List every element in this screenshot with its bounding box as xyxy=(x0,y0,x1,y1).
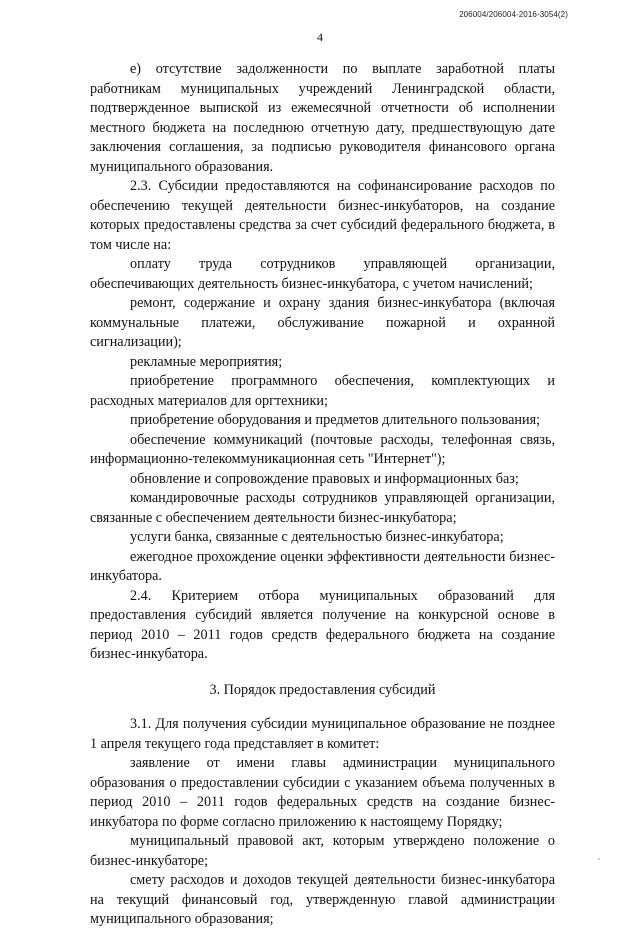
paragraph-e-no-wage-debt: е) отсутствие задолженности по выплате заработной платы работникам муниципальных учреждений Ленинградской области, подтвержденное выпиской из ежемесячной отчетности об исполнении местного бюджета на последнюю отчетную дату, предшествующую дате заключения соглашения, за подписью руководителя финансового органа муниципального образования. xyxy=(90,61,555,175)
list-item: приобретение оборудования и предметов длительного пользования; xyxy=(130,412,541,428)
scan-speck xyxy=(598,858,600,860)
list-item: ремонт, содержание и охрану здания бизнес-инкубатора (включая коммунальные платежи, обслуживание пожарной и охранной сигнализации); xyxy=(90,295,555,350)
paragraph-3-1: 3.1. Для получения субсидии муниципальное образование не позднее 1 апреля текущего года представляет в комитет: xyxy=(90,716,555,752)
list-item: обеспечение коммуникаций (почтовые расходы, телефонная связь, информационно-телекоммуникационная сеть "Интернет"); xyxy=(90,431,555,467)
list-item: командировочные расходы сотрудников управляющей организации, связанные с обеспечением деятельности бизнес-инкубатора; xyxy=(90,490,555,526)
document-body xyxy=(90,60,555,930)
list-item: заявление от имени главы администрации муниципального образования о предоставлении субсидии с указанием объема полученных в период 2010 – 2011 годов федеральных средств на создание бизнес-инкубатора по форме согласно приложению к настоящему Порядку; xyxy=(90,755,555,830)
list-item: услуги банка, связанные с деятельностью бизнес-инкубатора; xyxy=(130,529,504,545)
list-item: обновление и сопровождение правовых и информационных баз; xyxy=(130,470,519,487)
page-number: 4 xyxy=(317,30,323,44)
document-id: 206004/206004-2016-3054(2) xyxy=(459,10,568,19)
list-item: приобретение программного обеспечения, комплектующих и расходных материалов для оргтехники; xyxy=(90,373,555,409)
list-item: ежегодное прохождение оценки эффективности деятельности бизнес-инкубатора. xyxy=(90,548,555,584)
paragraph-2-3: 2.3. Субсидии предоставляются на софинансирование расходов по обеспечению текущей деятельности бизнес-инкубаторов, на создание которых предоставлены средства за счет субсидий федерального бюджета, в том числе на: xyxy=(90,178,555,253)
list-item: оплату труда сотрудников управляющей организации, обеспечивающих деятельность бизнес-инкубатора, с учетом начислений; xyxy=(90,256,555,292)
list-item: муниципальный правовой акт, которым утверждено положение о бизнес-инкубаторе; xyxy=(90,833,555,869)
paragraph-2-4: 2.4. Критерием отбора муниципальных образований для предоставления субсидий является получение на конкурсной основе в период 2010 – 2011 годов средств федерального бюджета на создание бизнес-инкубатора. xyxy=(90,587,555,662)
list-item: рекламные мероприятия; xyxy=(130,353,283,370)
section-heading: 3. Порядок предоставления субсидий xyxy=(209,681,436,698)
list-item: смету расходов и доходов текущей деятельности бизнес-инкубатора на текущий финансовый год, утвержденную главой администрации муниципального образования; xyxy=(90,872,555,927)
